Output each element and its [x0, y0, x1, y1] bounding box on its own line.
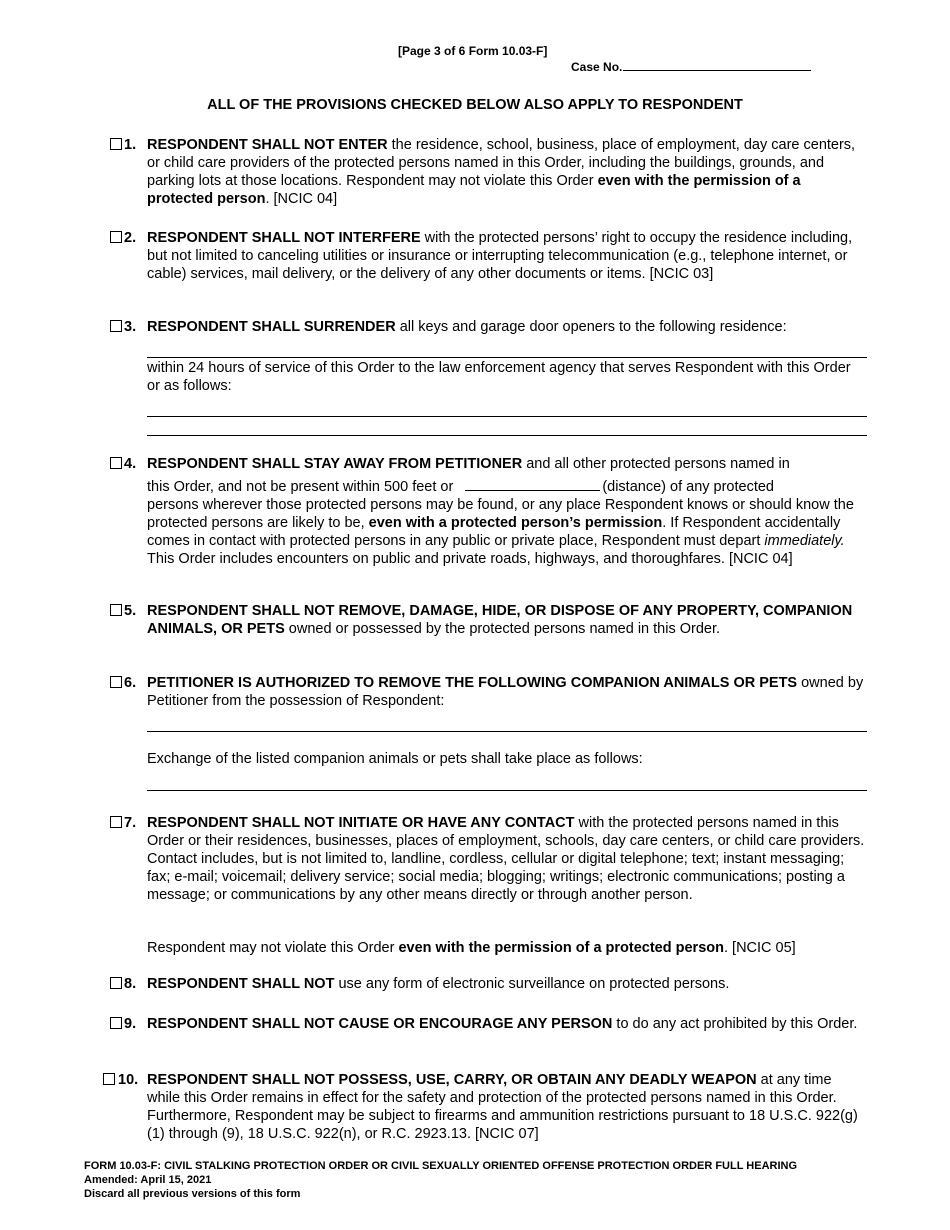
- provision-1-checkbox[interactable]: [110, 138, 122, 150]
- residence-fill-line[interactable]: [147, 357, 867, 358]
- footer-amended: Amended: April 15, 2021: [84, 1174, 212, 1186]
- provision-text: RESPONDENT SHALL NOT INTERFERE with the protected persons’ right to occupy the residence including, but not limited to canceling utilities or insurance or interrupting telecommunication (e.g., telephone internet, or cable) services, mail delivery, or the delivery of any other documents or items. [NCIC 03]: [147, 230, 853, 282]
- page-title: ALL OF THE PROVISIONS CHECKED BELOW ALSO APPLY TO RESPONDENT: [207, 97, 743, 113]
- provision-text: RESPONDENT SHALL NOT REMOVE, DAMAGE, HIDE, OR DISPOSE OF ANY PROPERTY, COMPANION ANIMALS, OR PETS owned or possessed by the protected persons named in this Order.: [147, 603, 853, 637]
- provision-2-checkbox[interactable]: [110, 231, 122, 243]
- surrender-fill-line-2[interactable]: [147, 435, 867, 436]
- provision-number: 3.: [124, 319, 137, 335]
- provision-text: RESPONDENT SHALL STAY AWAY FROM PETITIONER and all other protected persons named in this Order, and not be present within 500 feet or (distance) of any protected persons wherever those protected persons may be found, or any place Respondent knows or should know the protected persons are likely to be, even with a protected person’s permission. If Respondent accidentally comes in contact with protected persons in any public or private place, Respondent must depart immediately. This Order includes encounters on public and private roads, highways, and thoroughfares. [NCIC 04]: [147, 456, 854, 567]
- provision-number: 1.: [124, 137, 137, 153]
- provision-text: RESPONDENT SHALL SURRENDER all keys and garage door openers to the following residence:: [147, 319, 787, 335]
- provision-number: 7.: [124, 815, 137, 831]
- provision-3-checkbox[interactable]: [110, 320, 122, 332]
- provision-text: RESPONDENT SHALL NOT CAUSE OR ENCOURAGE ANY PERSON to do any act prohibited by this Order.: [147, 1016, 858, 1032]
- provision-number: 9.: [124, 1016, 137, 1032]
- footer-discard-note: Discard all previous versions of this form: [84, 1188, 301, 1200]
- provision-7-checkbox[interactable]: [110, 816, 122, 828]
- form-footer: [84, 1159, 797, 1201]
- provision-text: RESPONDENT SHALL NOT ENTER the residence, school, business, place of employment, day care centers, or child care providers of the protected persons named in this Order, including the buildings, grounds, and parking lots at those locations. Respondent may not violate this Order even with the permission of a protected person. [NCIC 04]: [147, 137, 856, 207]
- exchange-instructions: Exchange of the listed companion animals or pets shall take place as follows:: [147, 751, 643, 767]
- provision-number: 6.: [124, 675, 137, 691]
- provision-10-checkbox[interactable]: [103, 1073, 115, 1085]
- provision-text: RESPONDENT SHALL NOT POSSESS, USE, CARRY, OR OBTAIN ANY DEADLY WEAPON at any time while this Order remains in effect for the safety and protection of the protected persons named in this Order. Furthermore, Respondent may be subject to firearms and ammunition restrictions pursuant to 18 U.S.C. 922(g)(1) through (9), 18 U.S.C. 922(n), or R.C. 2923.13. [NCIC 07]: [147, 1072, 858, 1142]
- page-label: [Page 3 of 6 Form 10.03-F]: [398, 44, 548, 58]
- surrender-instructions: within 24 hours of service of this Order to the law enforcement agency that serves Respondent with this Order or as follows:: [147, 360, 851, 394]
- provision-number: 2.: [124, 230, 137, 246]
- provision-number: 4.: [124, 456, 137, 472]
- provision-number: 8.: [124, 976, 137, 992]
- provision-5-checkbox[interactable]: [110, 604, 122, 616]
- exchange-fill-line[interactable]: [147, 790, 867, 791]
- provision-6-checkbox[interactable]: [110, 676, 122, 688]
- provision-8-checkbox[interactable]: [110, 977, 122, 989]
- surrender-fill-line-1[interactable]: [147, 416, 867, 417]
- provision-text: RESPONDENT SHALL NOT use any form of electronic surveillance on protected persons.: [147, 976, 730, 992]
- provision-4-checkbox[interactable]: [110, 457, 122, 469]
- distance-blank[interactable]: [465, 476, 600, 491]
- case-number-label: Case No.: [571, 60, 623, 74]
- case-number-blank[interactable]: [623, 59, 811, 71]
- footer-form-title: FORM 10.03-F: CIVIL STALKING PROTECTION ORDER OR CIVIL SEXUALLY ORIENTED OFFENSE PROTECTION ORDER FULL HEARING: [84, 1160, 798, 1172]
- provision-number: 5.: [124, 603, 137, 619]
- pets-fill-line[interactable]: [147, 731, 867, 732]
- provision-7-note: Respondent may not violate this Order even with the permission of a protected person. [NCIC 05]: [147, 940, 796, 956]
- case-number-field[interactable]: [571, 59, 811, 74]
- provision-text: RESPONDENT SHALL NOT INITIATE OR HAVE ANY CONTACT with the protected persons named in this Order or their residences, businesses, places of employment, schools, day care centers, or child care providers. Contact includes, but is not limited to, landline, cordless, cellular or digital telephone; text; instant messaging; fax; e-mail; voicemail; delivery service; social media; blogging; writings; electronic communications; posting a message; or communications by any other means directly or through another person.: [147, 815, 865, 903]
- provision-9-checkbox[interactable]: [110, 1017, 122, 1029]
- provision-text: PETITIONER IS AUTHORIZED TO REMOVE THE FOLLOWING COMPANION ANIMALS OR PETS owned by Petitioner from the possession of Respondent:: [147, 675, 864, 709]
- provision-number: 10.: [118, 1072, 139, 1088]
